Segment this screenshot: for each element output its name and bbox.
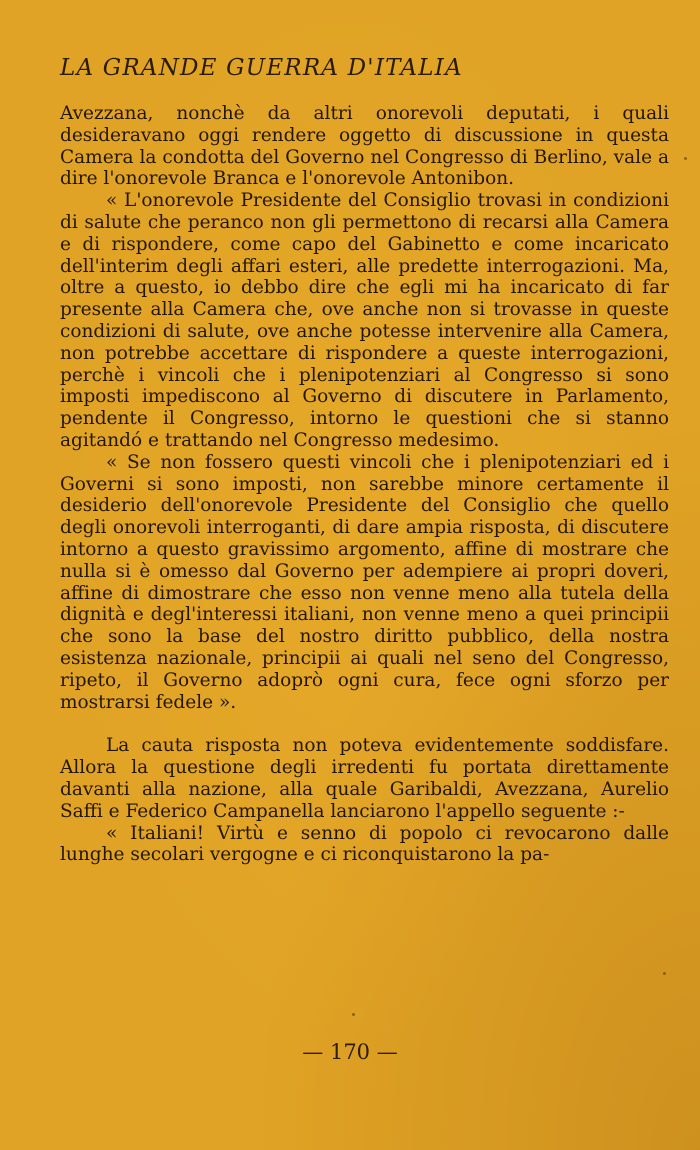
- paragraph-quote-1: « L'onorevole Presidente del Consiglio trovasi in condizioni di salute che peranco non gli permettono di recarsi alla Camera e di rispondere, come capo del Gabinetto e come incaricato dell'interim degli affari esteri, alle predette interrogazioni. Ma, oltre a questo, io debbo dire che egli mi ha incaricato di far presente alla Camera che, ove anche non si trovasse in queste condizioni di salute, ove anche potesse intervenire alla Camera, non potrebbe accettare di rispondere a queste interrogazioni, perchè i vincoli che i plenipotenziari al Congresso si sono imposti impediscono al Governo di discutere in Parlamento, pendente il Congresso, intorno le questioni che si stanno agitandó e trattando nel Congresso medesimo.: [60, 190, 669, 451]
- paragraph-narrative: La cauta risposta non poteva evidentemente soddisfare. Allora la questione degli irredenti fu portata direttamente davanti alla nazione, alla quale Garibaldi, Avezzana, Aurelio Saffi e Federico Campanella lanciarono l'appello seguente :-: [60, 735, 669, 822]
- paragraph-quote-2: « Se non fossero questi vincoli che i plenipotenziari ed i Governi si sono imposti, non sarebbe minore certamente il desiderio dell'onorevole Presidente del Consiglio che quello degli onorevoli interroganti, di dare ampia risposta, di discutere intorno a questo gravissimo argomento, affine di mostrare che nulla si è omesso dal Governo per adempiere ai propri doveri, affine di dimostrare che esso non venne meno alla tutela della dignità e degl'interessi italiani, non venne meno a quei principii che sono la base del nostro diritto pubblico, della nostra esistenza nazionale, principii ai quali nel seno del Congresso, ripeto, il Governo adoprò ogni cura, fece ogni sforzo per mostrarsi fedele ».: [60, 451, 669, 713]
- page-number: — 170 —: [302, 1040, 398, 1064]
- running-header: LA GRANDE GUERRA D'ITALIA: [60, 55, 463, 81]
- paragraph-continuation: Avezzana, nonchè da altri onorevoli deputati, i quali desideravano oggi rendere oggetto di discussione in questa Camera la condotta del Governo nel Congresso di Berlino, vale a dire l'onorevole Branca e l'onorevole Antonibon.: [60, 103, 669, 190]
- paper-speck: [663, 972, 666, 975]
- paper-speck: [684, 157, 687, 160]
- paper-speck: [352, 1013, 355, 1016]
- paragraph-appeal: « Italiani! Virtù e senno di popolo ci revocarono dalle lunghe secolari vergogne e ci riconquistarono la pa-: [60, 822, 669, 866]
- body-text: [60, 103, 669, 866]
